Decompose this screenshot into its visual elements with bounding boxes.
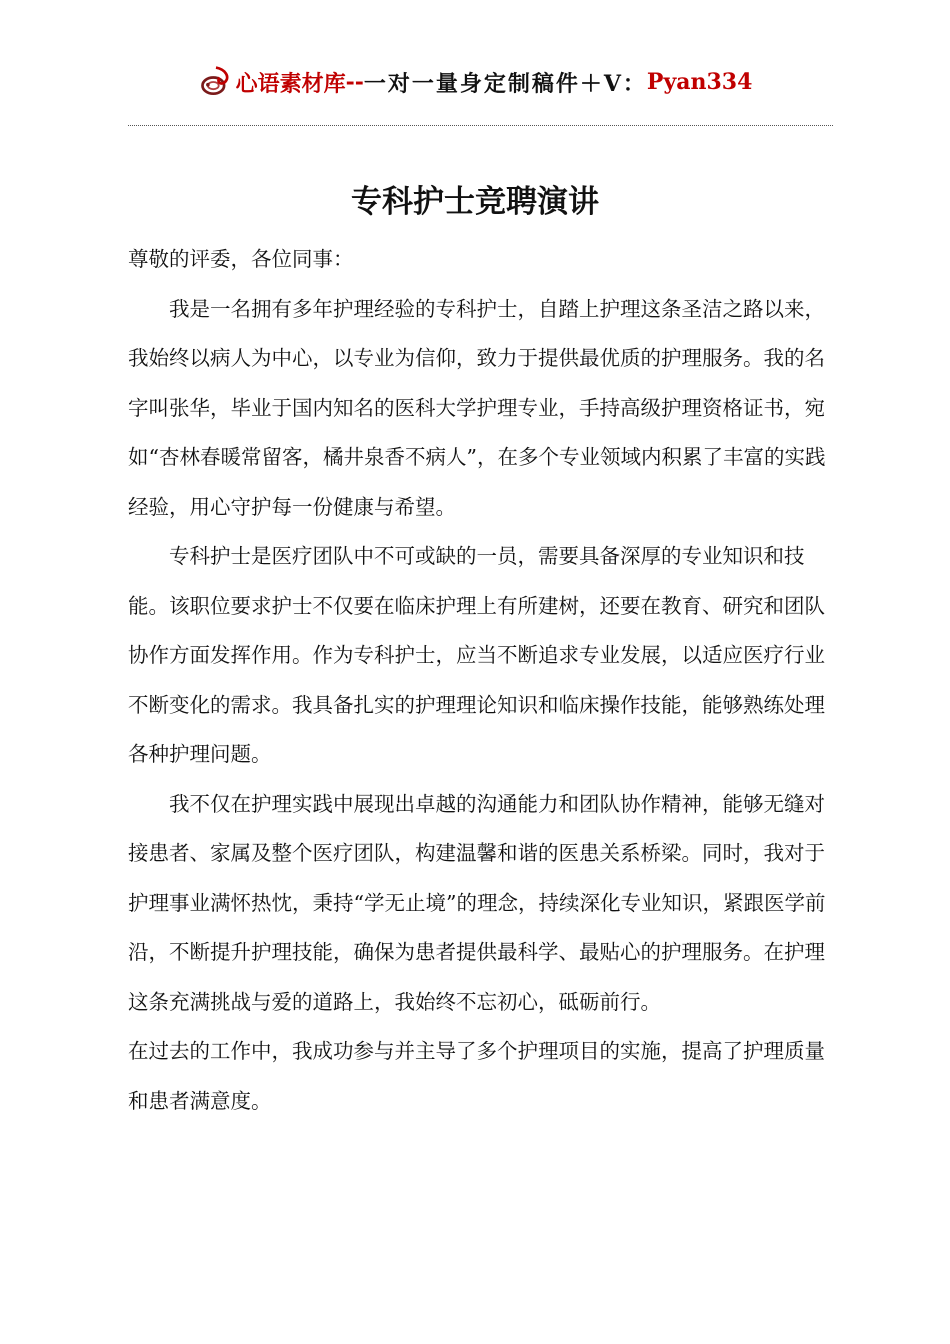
brand-banner xyxy=(198,64,753,100)
brand-separator: -- xyxy=(345,69,364,95)
brand-name: 心语素材库 xyxy=(235,70,346,97)
contact-id: Pyan334 xyxy=(646,69,753,95)
salutation: 尊敬的评委，各位同事： xyxy=(128,247,354,271)
paragraph: 我不仅在护理实践中展现出卓越的沟通能力和团队协作精神，能够无缝对接患者、家属及整个医疗团队，构建温馨和谐的医患关系桥梁。同时，我对于护理事业满怀热忱，秉持“学无止境”的理念，持续深化专业知识，紧跟医学前沿，不断提升护理技能，确保为患者提供最科学、最贴心的护理服务。在护理这条充满挑战与爱的道路上，我始终不忘初心，砥砺前行。 xyxy=(128,791,826,1014)
paragraph: 在过去的工作中，我成功参与并主导了多个护理项目的实施，提高了护理质量和患者满意度。 xyxy=(128,1039,825,1113)
page-header xyxy=(0,62,950,102)
header-divider xyxy=(128,125,833,126)
document-body xyxy=(128,235,833,1126)
paragraph: 我是一名拥有多年护理经验的专科护士，自踏上护理这条圣洁之路以来，我始终以病人为中心，以专业为信仰，致力于提供最优质的护理服务。我的名字叫张华，毕业于国内知名的医科大学护理专业，手持高级护理资格证书，宛如“杏林春暖常留客，橘井泉香不病人”，在多个专业领域内积累了丰富的实践经验，用心守护每一份健康与希望。 xyxy=(128,296,826,519)
swirl-logo-icon xyxy=(198,64,234,100)
brand-tagline: 一对一量身定制稿件＋V： xyxy=(363,70,647,97)
document-title: 专科护士竞聘演讲 xyxy=(351,184,599,220)
paragraph: 专科护士是医疗团队中不可或缺的一员，需要具备深厚的专业知识和技能。该职位要求护士不仅要在临床护理上有所建树，还要在教育、研究和团队协作方面发挥作用。作为专科护士，应当不断追求专业发展，以适应医疗行业不断变化的需求。我具备扎实的护理理论知识和临床操作技能，能够熟练处理各种护理问题。 xyxy=(128,544,825,766)
